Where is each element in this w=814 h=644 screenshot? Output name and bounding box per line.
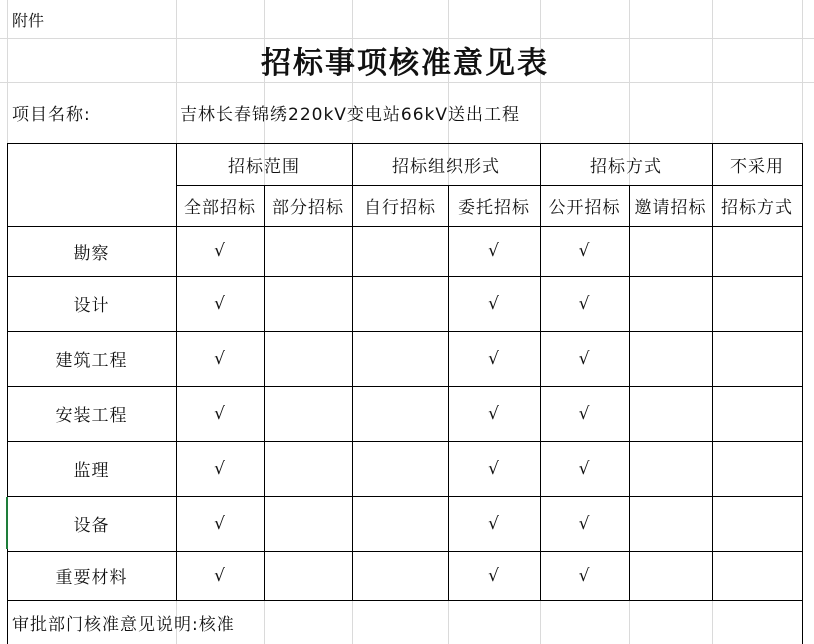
header-method-open[interactable]: 公开招标 [548, 198, 621, 218]
row-selection-indicator [6, 497, 8, 549]
empty-cell[interactable] [712, 551, 802, 600]
empty-cell[interactable] [264, 331, 352, 386]
checkmark-cell[interactable]: √ [578, 565, 591, 586]
approval-note[interactable]: 审批部门核准意见说明:核准 [12, 614, 235, 635]
empty-cell[interactable] [352, 226, 448, 276]
empty-cell[interactable] [629, 551, 712, 600]
border-v [802, 143, 803, 644]
row-label[interactable]: 监理 [73, 461, 110, 481]
empty-cell[interactable] [352, 276, 448, 331]
page-title[interactable]: 招标事项核准意见表 [261, 46, 549, 81]
checkmark-cell[interactable]: √ [578, 513, 591, 534]
checkmark-cell[interactable]: √ [578, 241, 591, 261]
checkmark-cell[interactable]: √ [214, 241, 226, 261]
empty-cell[interactable] [352, 441, 448, 496]
header-scope[interactable]: 招标范围 [228, 156, 300, 177]
attachment-label[interactable]: 附件 [12, 10, 45, 30]
empty-cell[interactable] [629, 496, 712, 551]
empty-cell[interactable] [712, 276, 802, 331]
empty-cell[interactable] [352, 331, 448, 386]
checkmark-cell[interactable]: √ [578, 458, 591, 479]
empty-cell[interactable] [264, 386, 352, 441]
empty-cell[interactable] [712, 441, 802, 496]
project-name-label[interactable]: 项目名称: [12, 105, 91, 125]
checkmark-cell[interactable]: √ [578, 293, 591, 314]
row-label[interactable]: 建筑工程 [55, 351, 128, 371]
empty-cell[interactable] [352, 496, 448, 551]
checkmark-cell[interactable]: √ [488, 403, 500, 424]
checkmark-cell[interactable]: √ [488, 241, 500, 261]
checkmark-cell[interactable]: √ [214, 458, 226, 479]
empty-cell[interactable] [712, 226, 802, 276]
checkmark-cell[interactable]: √ [578, 348, 591, 369]
empty-cell[interactable] [352, 386, 448, 441]
row-label[interactable]: 设备 [73, 516, 110, 536]
header-blank-cell[interactable] [7, 143, 176, 226]
header-no-adopt-line1[interactable]: 不采用 [730, 156, 784, 177]
empty-cell[interactable] [264, 551, 352, 600]
header-method[interactable]: 招标方式 [590, 156, 662, 177]
header-scope-full[interactable]: 全部招标 [184, 198, 256, 218]
checkmark-cell[interactable]: √ [488, 513, 500, 534]
header-org-self[interactable]: 自行招标 [364, 198, 436, 218]
checkmark-cell[interactable]: √ [214, 565, 226, 586]
header-method-invite[interactable]: 邀请招标 [634, 198, 707, 218]
checkmark-cell[interactable]: √ [214, 403, 226, 424]
header-org-entrust[interactable]: 委托招标 [458, 198, 530, 218]
header-no-adopt-line2[interactable]: 招标方式 [721, 198, 793, 218]
empty-cell[interactable] [629, 276, 712, 331]
empty-cell[interactable] [264, 496, 352, 551]
empty-cell[interactable] [629, 441, 712, 496]
empty-cell[interactable] [264, 226, 352, 276]
checkmark-cell[interactable]: √ [488, 293, 500, 314]
project-name-value[interactable]: 吉林长春锦绣220kV变电站66kV送出工程 [180, 105, 521, 125]
checkmark-cell[interactable]: √ [214, 293, 226, 314]
header-scope-partial[interactable]: 部分招标 [272, 198, 344, 218]
row-label[interactable]: 勘察 [73, 243, 110, 264]
checkmark-cell[interactable]: √ [214, 348, 226, 369]
checkmark-cell[interactable]: √ [488, 565, 500, 586]
empty-cell[interactable] [629, 331, 712, 386]
empty-cell[interactable] [712, 496, 802, 551]
empty-cell[interactable] [712, 331, 802, 386]
checkmark-cell[interactable]: √ [488, 348, 500, 369]
empty-cell[interactable] [264, 441, 352, 496]
empty-cell[interactable] [629, 226, 712, 276]
empty-cell[interactable] [264, 276, 352, 331]
empty-cell[interactable] [712, 386, 802, 441]
checkmark-cell[interactable]: √ [488, 458, 500, 479]
row-label[interactable]: 重要材料 [55, 568, 128, 588]
header-organization[interactable]: 招标组织形式 [392, 156, 500, 177]
empty-cell[interactable] [629, 386, 712, 441]
checkmark-cell[interactable]: √ [214, 513, 226, 534]
row-label[interactable]: 安装工程 [55, 406, 128, 426]
row-label[interactable]: 设计 [73, 296, 110, 316]
checkmark-cell[interactable]: √ [578, 403, 591, 424]
empty-cell[interactable] [352, 551, 448, 600]
